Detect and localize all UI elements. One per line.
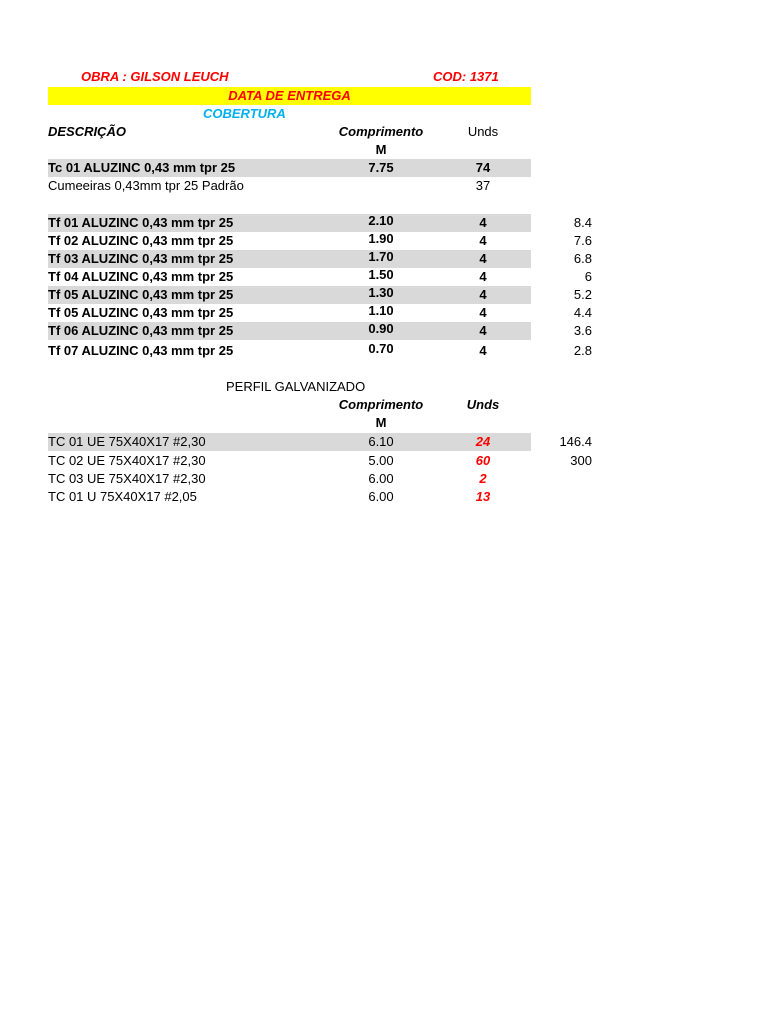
table-row-desc: TC 03 UE 75X40X17 #2,30	[48, 471, 206, 486]
table-row-unds: 74	[475, 160, 491, 175]
table-row-desc: TC 01 UE 75X40X17 #2,30	[48, 434, 206, 449]
table-row-total: 8.4	[573, 215, 592, 230]
table-row-comp: 6.00	[368, 471, 394, 486]
table-row-desc: TC 02 UE 75X40X17 #2,30	[48, 453, 206, 468]
table-row-comp: 6.00	[368, 489, 394, 504]
table-row-unds: 37	[475, 178, 491, 193]
table-row-desc: Tf 06 ALUZINC 0,43 mm tpr 25	[48, 323, 234, 338]
col-header-unit: M	[375, 142, 387, 157]
data-entrega-label: DATA DE ENTREGA	[228, 88, 351, 103]
cod-label: COD: 1371	[433, 69, 499, 84]
table-row-desc: Tf 05 ALUZINC 0,43 mm tpr 25	[48, 287, 234, 302]
table-row-comp: 0.90	[368, 321, 394, 336]
table-row-unds: 4	[479, 287, 487, 302]
table-row-desc: Tf 04 ALUZINC 0,43 mm tpr 25	[48, 269, 234, 284]
section-perfil-galvanizado: PERFIL GALVANIZADO	[226, 379, 366, 394]
table-row-comp: 1.30	[368, 285, 394, 300]
col-header-descricao: DESCRIÇÃO	[48, 124, 127, 139]
table-row-comp: 5.00	[368, 453, 394, 468]
table-row-comp: 1.90	[368, 231, 394, 246]
table-row-desc: Tf 03 ALUZINC 0,43 mm tpr 25	[48, 251, 234, 266]
table-row-comp: 1.10	[368, 303, 394, 318]
table-row-unds: 4	[479, 215, 487, 230]
table-row-total: 7.6	[573, 233, 592, 248]
table-row-total: 146.4	[559, 434, 592, 449]
col-header-comprimento: Comprimento	[338, 397, 424, 412]
table-row-comp: 7.75	[368, 160, 394, 175]
table-row-desc: Tf 07 ALUZINC 0,43 mm tpr 25	[48, 343, 234, 358]
col-header-comprimento: Comprimento	[338, 124, 424, 139]
table-row-total: 2.8	[573, 343, 592, 358]
table-row-total: 300	[570, 453, 592, 468]
col-header-unds: Unds	[467, 124, 499, 139]
obra-title: OBRA : GILSON LEUCH	[81, 69, 229, 84]
table-row-comp: 6.10	[368, 434, 394, 449]
table-row-unds: 2	[479, 471, 487, 486]
table-row-comp: 1.70	[368, 249, 394, 264]
table-row-comp: 0.70	[368, 341, 394, 356]
table-row-unds: 4	[479, 305, 487, 320]
table-row-unds: 4	[479, 233, 487, 248]
table-row-unds: 60	[475, 453, 491, 468]
table-row-unds: 24	[475, 434, 491, 449]
table-row-total: 4.4	[573, 305, 592, 320]
table-row-unds: 13	[475, 489, 491, 504]
table-row-desc: Tf 05 ALUZINC 0,43 mm tpr 25	[48, 305, 234, 320]
table-row-unds: 4	[479, 343, 487, 358]
table-row-comp: 1.50	[368, 267, 394, 282]
table-row-desc: TC 01 U 75X40X17 #2,05	[48, 489, 197, 504]
table-row-unds: 4	[479, 251, 487, 266]
table-row-total: 5.2	[573, 287, 592, 302]
table-row-desc: Tf 01 ALUZINC 0,43 mm tpr 25	[48, 215, 234, 230]
table-row-total: 3.6	[573, 323, 592, 338]
table-row-total: 6	[584, 269, 592, 284]
section-cobertura: COBERTURA	[203, 106, 286, 121]
table-row-total: 6.8	[573, 251, 592, 266]
table-row-comp: 2.10	[368, 213, 394, 228]
table-row-desc: Tc 01 ALUZINC 0,43 mm tpr 25	[48, 160, 236, 175]
table-row-desc: Cumeeiras 0,43mm tpr 25 Padrão	[48, 178, 244, 193]
col-header-unds: Unds	[466, 397, 500, 412]
col-header-unit: M	[375, 415, 387, 430]
table-row-unds: 4	[479, 269, 487, 284]
table-row-unds: 4	[479, 323, 487, 338]
table-row-desc: Tf 02 ALUZINC 0,43 mm tpr 25	[48, 233, 234, 248]
